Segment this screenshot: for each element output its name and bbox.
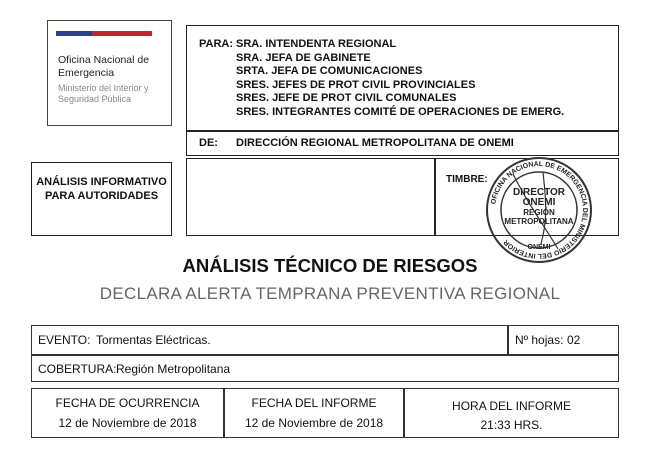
occurrence-cell <box>31 388 224 438</box>
addressee-box <box>186 25 619 131</box>
recipient: SRA. JEFA DE GABINETE <box>236 51 371 64</box>
addressee-label: PARA: <box>199 38 234 50</box>
stamp-bottom: ONEMI <box>527 244 551 251</box>
analysis-box <box>31 162 172 236</box>
sender-box <box>186 131 619 156</box>
report-time-value: 21:33 HRS. <box>480 418 543 432</box>
recipient: SRES. INTEGRANTES COMITÉ DE OPERACIONES DE EMERG. <box>236 105 565 118</box>
stamp-ring-text: OFICINA NACIONAL DE EMERGENCIA DEL MINISTERIO DEL INTERIOR <box>490 160 589 260</box>
pages-label: Nº hojas: <box>515 333 564 347</box>
logo-box <box>47 20 172 126</box>
timbre-label: TIMBRE: <box>446 174 488 185</box>
stamp-line: METROPOLITANA <box>504 217 574 226</box>
logo-bar-blue <box>56 31 92 36</box>
blank-box <box>186 158 435 236</box>
report-date-label: FECHA DEL INFORME <box>251 396 377 410</box>
analysis-label: ANÁLISIS INFORMATIVO PARA AUTORIDADES <box>36 176 167 202</box>
pages-cell <box>508 325 619 355</box>
report-time-label: HORA DEL INFORME <box>452 399 571 413</box>
sub-title: DECLARA ALERTA TEMPRANA PREVENTIVA REGIONAL <box>99 284 561 303</box>
recipient: SRTA. JEFA DE COMUNICACIONES <box>236 65 423 78</box>
report-time-cell <box>404 388 619 438</box>
occurrence-label: FECHA DE OCURRENCIA <box>55 396 200 410</box>
recipient: SRES. JEFES DE PROT CIVIL PROVINCIALES <box>236 78 476 91</box>
stamp-line: REGIÓN <box>523 208 555 217</box>
event-cell <box>31 325 508 355</box>
stamp-line: ONEMI <box>522 197 556 208</box>
logo-org-name: Oficina Nacional de Emergencia <box>58 54 150 79</box>
coverage-value: Región Metropolitana <box>116 362 231 376</box>
stamp-line: DIRECTOR <box>512 187 566 198</box>
logo-bar-red <box>92 31 152 36</box>
stamp-center <box>501 188 577 226</box>
recipient: SRES. JEFE DE PROT CIVIL COMUNALES <box>236 92 457 105</box>
official-stamp <box>483 154 595 266</box>
recipient: SRA. INTENDENTA REGIONAL <box>236 38 397 50</box>
main-title: ANÁLISIS TÉCNICO DE RIESGOS <box>182 255 478 276</box>
coverage-label: COBERTURA: <box>38 362 117 376</box>
event-label: EVENTO: <box>38 333 91 347</box>
event-value: Tormentas Eléctricas. <box>96 333 211 347</box>
recipient-list <box>236 38 564 120</box>
pages-value: 02 <box>567 333 581 347</box>
sender-value: DIRECCIÓN REGIONAL METROPOLITANA DE ONEMI <box>236 137 514 149</box>
report-date-cell <box>224 388 404 438</box>
logo-ministry: Ministerio del Interior y Seguridad Pública <box>58 83 149 104</box>
coverage-cell <box>31 355 619 382</box>
occurrence-value: 12 de Noviembre de 2018 <box>58 416 197 430</box>
report-date-value: 12 de Noviembre de 2018 <box>244 416 384 430</box>
sender-label: DE: <box>199 137 218 149</box>
